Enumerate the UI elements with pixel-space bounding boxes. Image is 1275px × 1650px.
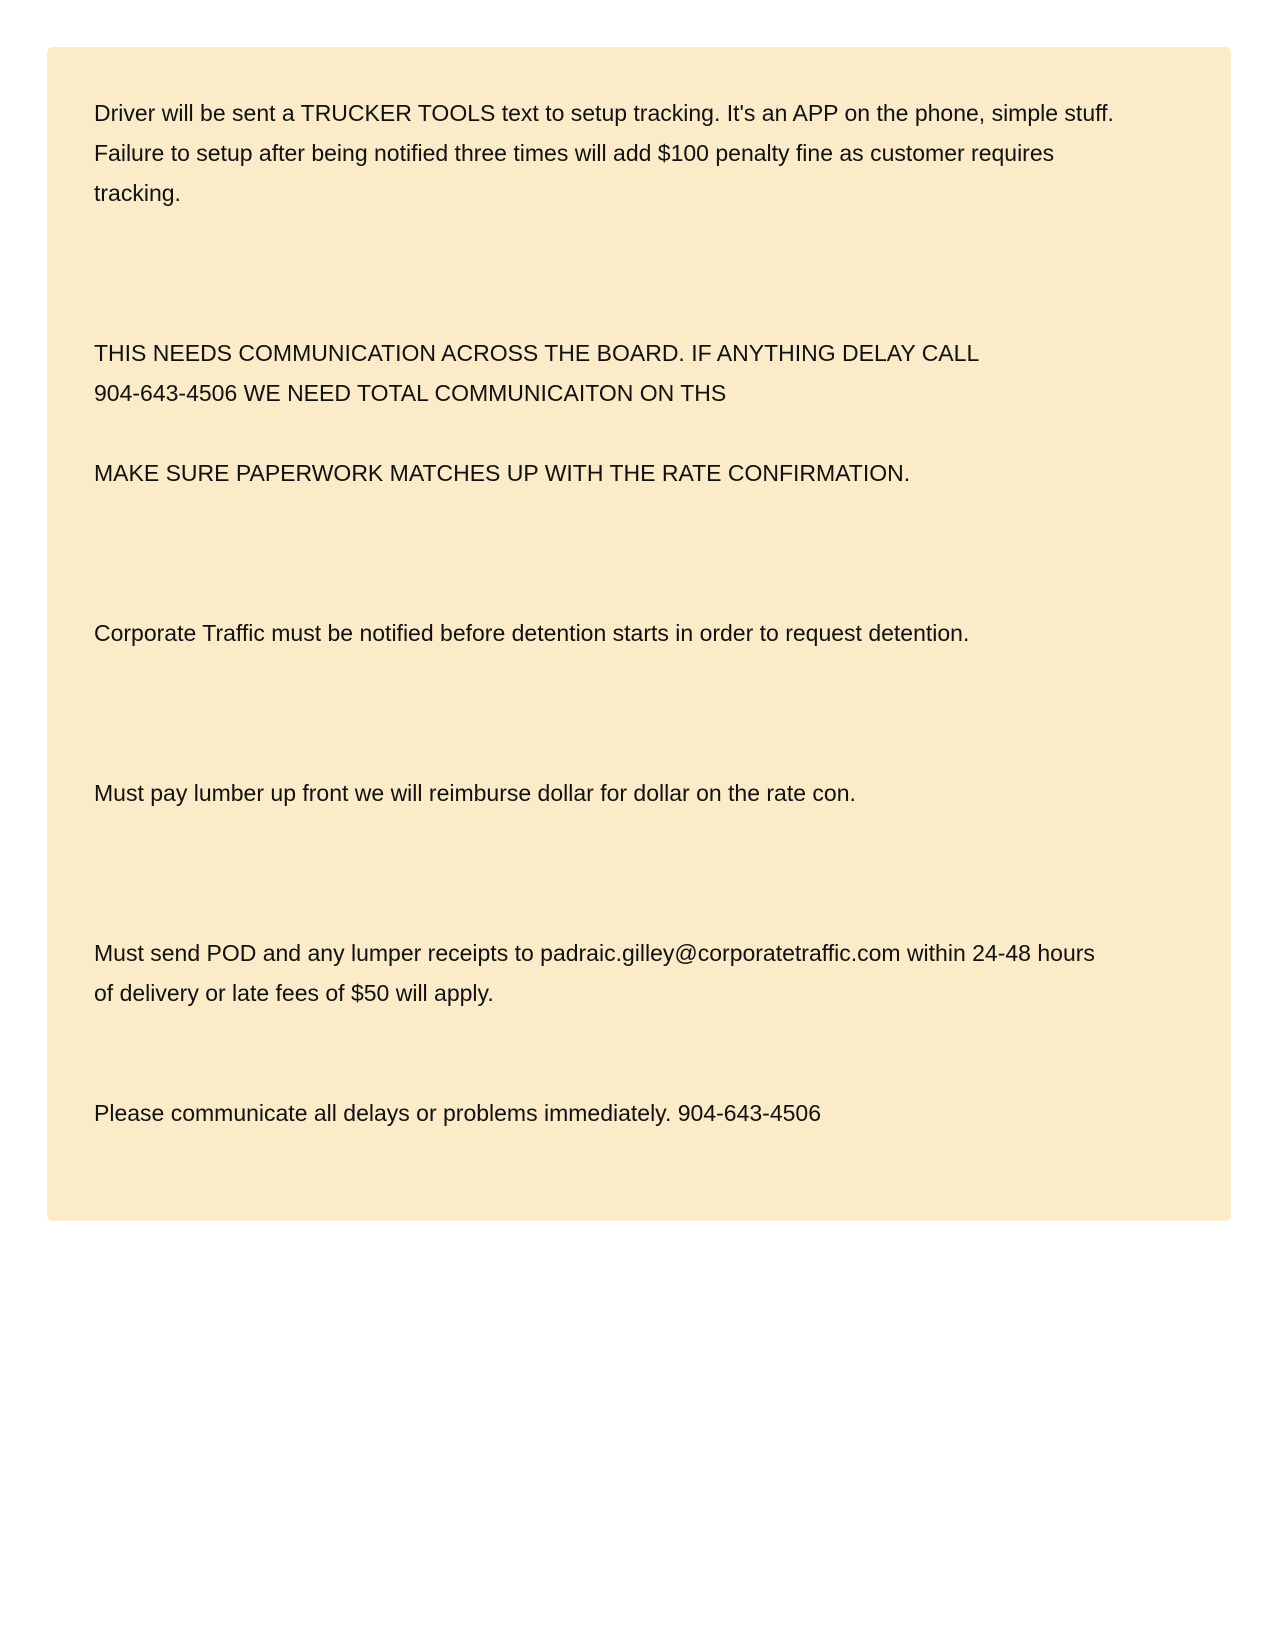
pod-note: Must send POD and any lumper receipts to padraic.gilley@corporatetraffic.com within 24-48 hours of delivery or late fees of $50 will apply. — [94, 940, 1095, 1006]
special-instructions-panel — [47, 47, 1231, 1221]
communication-note: THIS NEEDS COMMUNICATION ACROSS THE BOARD. IF ANYTHING DELAY CALL 904-643-4506 WE NEED TOTAL COMMUNICAITON ON THS — [94, 340, 980, 406]
paperwork-note: MAKE SURE PAPERWORK MATCHES UP WITH THE RATE CONFIRMATION. — [94, 460, 911, 486]
detention-note: Corporate Traffic must be notified before detention starts in order to request detention. — [94, 620, 970, 646]
delays-note: Please communicate all delays or problems immediately. 904-643-4506 — [94, 1100, 821, 1126]
lumper-note: Must pay lumber up front we will reimburse dollar for dollar on the rate con. — [94, 780, 856, 806]
tracking-note: Driver will be sent a TRUCKER TOOLS text to setup tracking. It's an APP on the phone, simple stuff. Failure to setup after being notified three times will add $100 penalty fine as customer requires tracking. — [94, 100, 1114, 206]
